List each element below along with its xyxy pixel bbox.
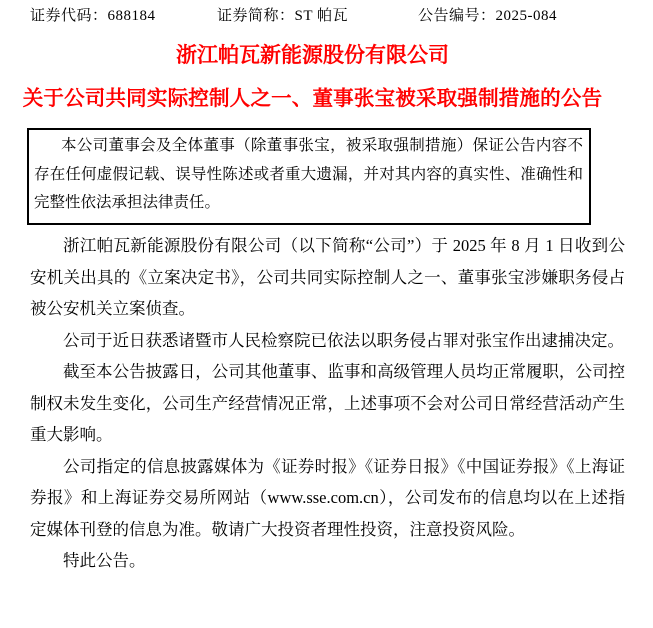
announcement-body: [30, 230, 625, 577]
announcement-subject-title: 关于公司共同实际控制人之一、董事张宝被采取强制措施的公告: [22, 87, 603, 110]
disclaimer-box: [27, 128, 591, 225]
disclaimer-text: 本公司董事会及全体董事（除董事张宝，被采取强制措施）保证公告内容不存在任何虚假记载、误导性陈述或者重大遗漏，并对其内容的真实性、准确性和完整性依法承担法律责任。: [34, 137, 583, 211]
body-paragraph-filing-notice: 浙江帕瓦新能源股份有限公司（以下简称“公司”）于 2025 年 8 月 1 日收到公安机关出具的《立案决定书》，公司共同实际控制人之一、董事张宝涉嫌职务侵占被公安机关立案侦查。: [30, 236, 625, 318]
body-paragraph-arrest-decision: 公司于近日获悉诸暨市人民检察院已依法以职务侵占罪对张宝作出逮捕决定。: [63, 330, 624, 350]
body-paragraph-closing: 特此公告。: [63, 551, 146, 570]
announcement-number-label: 公告编号：2025-084: [418, 8, 557, 24]
stock-short-name-label: 证券简称：ST 帕瓦: [217, 8, 348, 24]
body-paragraph-operations-status: 截至本公告披露日，公司其他董事、监事和高级管理人员均正常履职，公司控制权未发生变化，公司生产经营情况正常，上述事项不会对公司日常经营活动产生重大影响。: [30, 362, 625, 444]
body-paragraph-disclosure-media: 公司指定的信息披露媒体为《证券时报》《证券日报》《中国证券报》《上海证券报》和上海证券交易所网站（www.sse.com.cn），公司发布的信息均以在上述指定媒体刊登的信息为准。敬请广大投资者理性投资，注意投资风险。: [30, 456, 625, 539]
stock-code-label: 证券代码：688184: [30, 8, 156, 24]
company-name-title: 浙江帕瓦新能源股份有限公司: [176, 44, 449, 67]
